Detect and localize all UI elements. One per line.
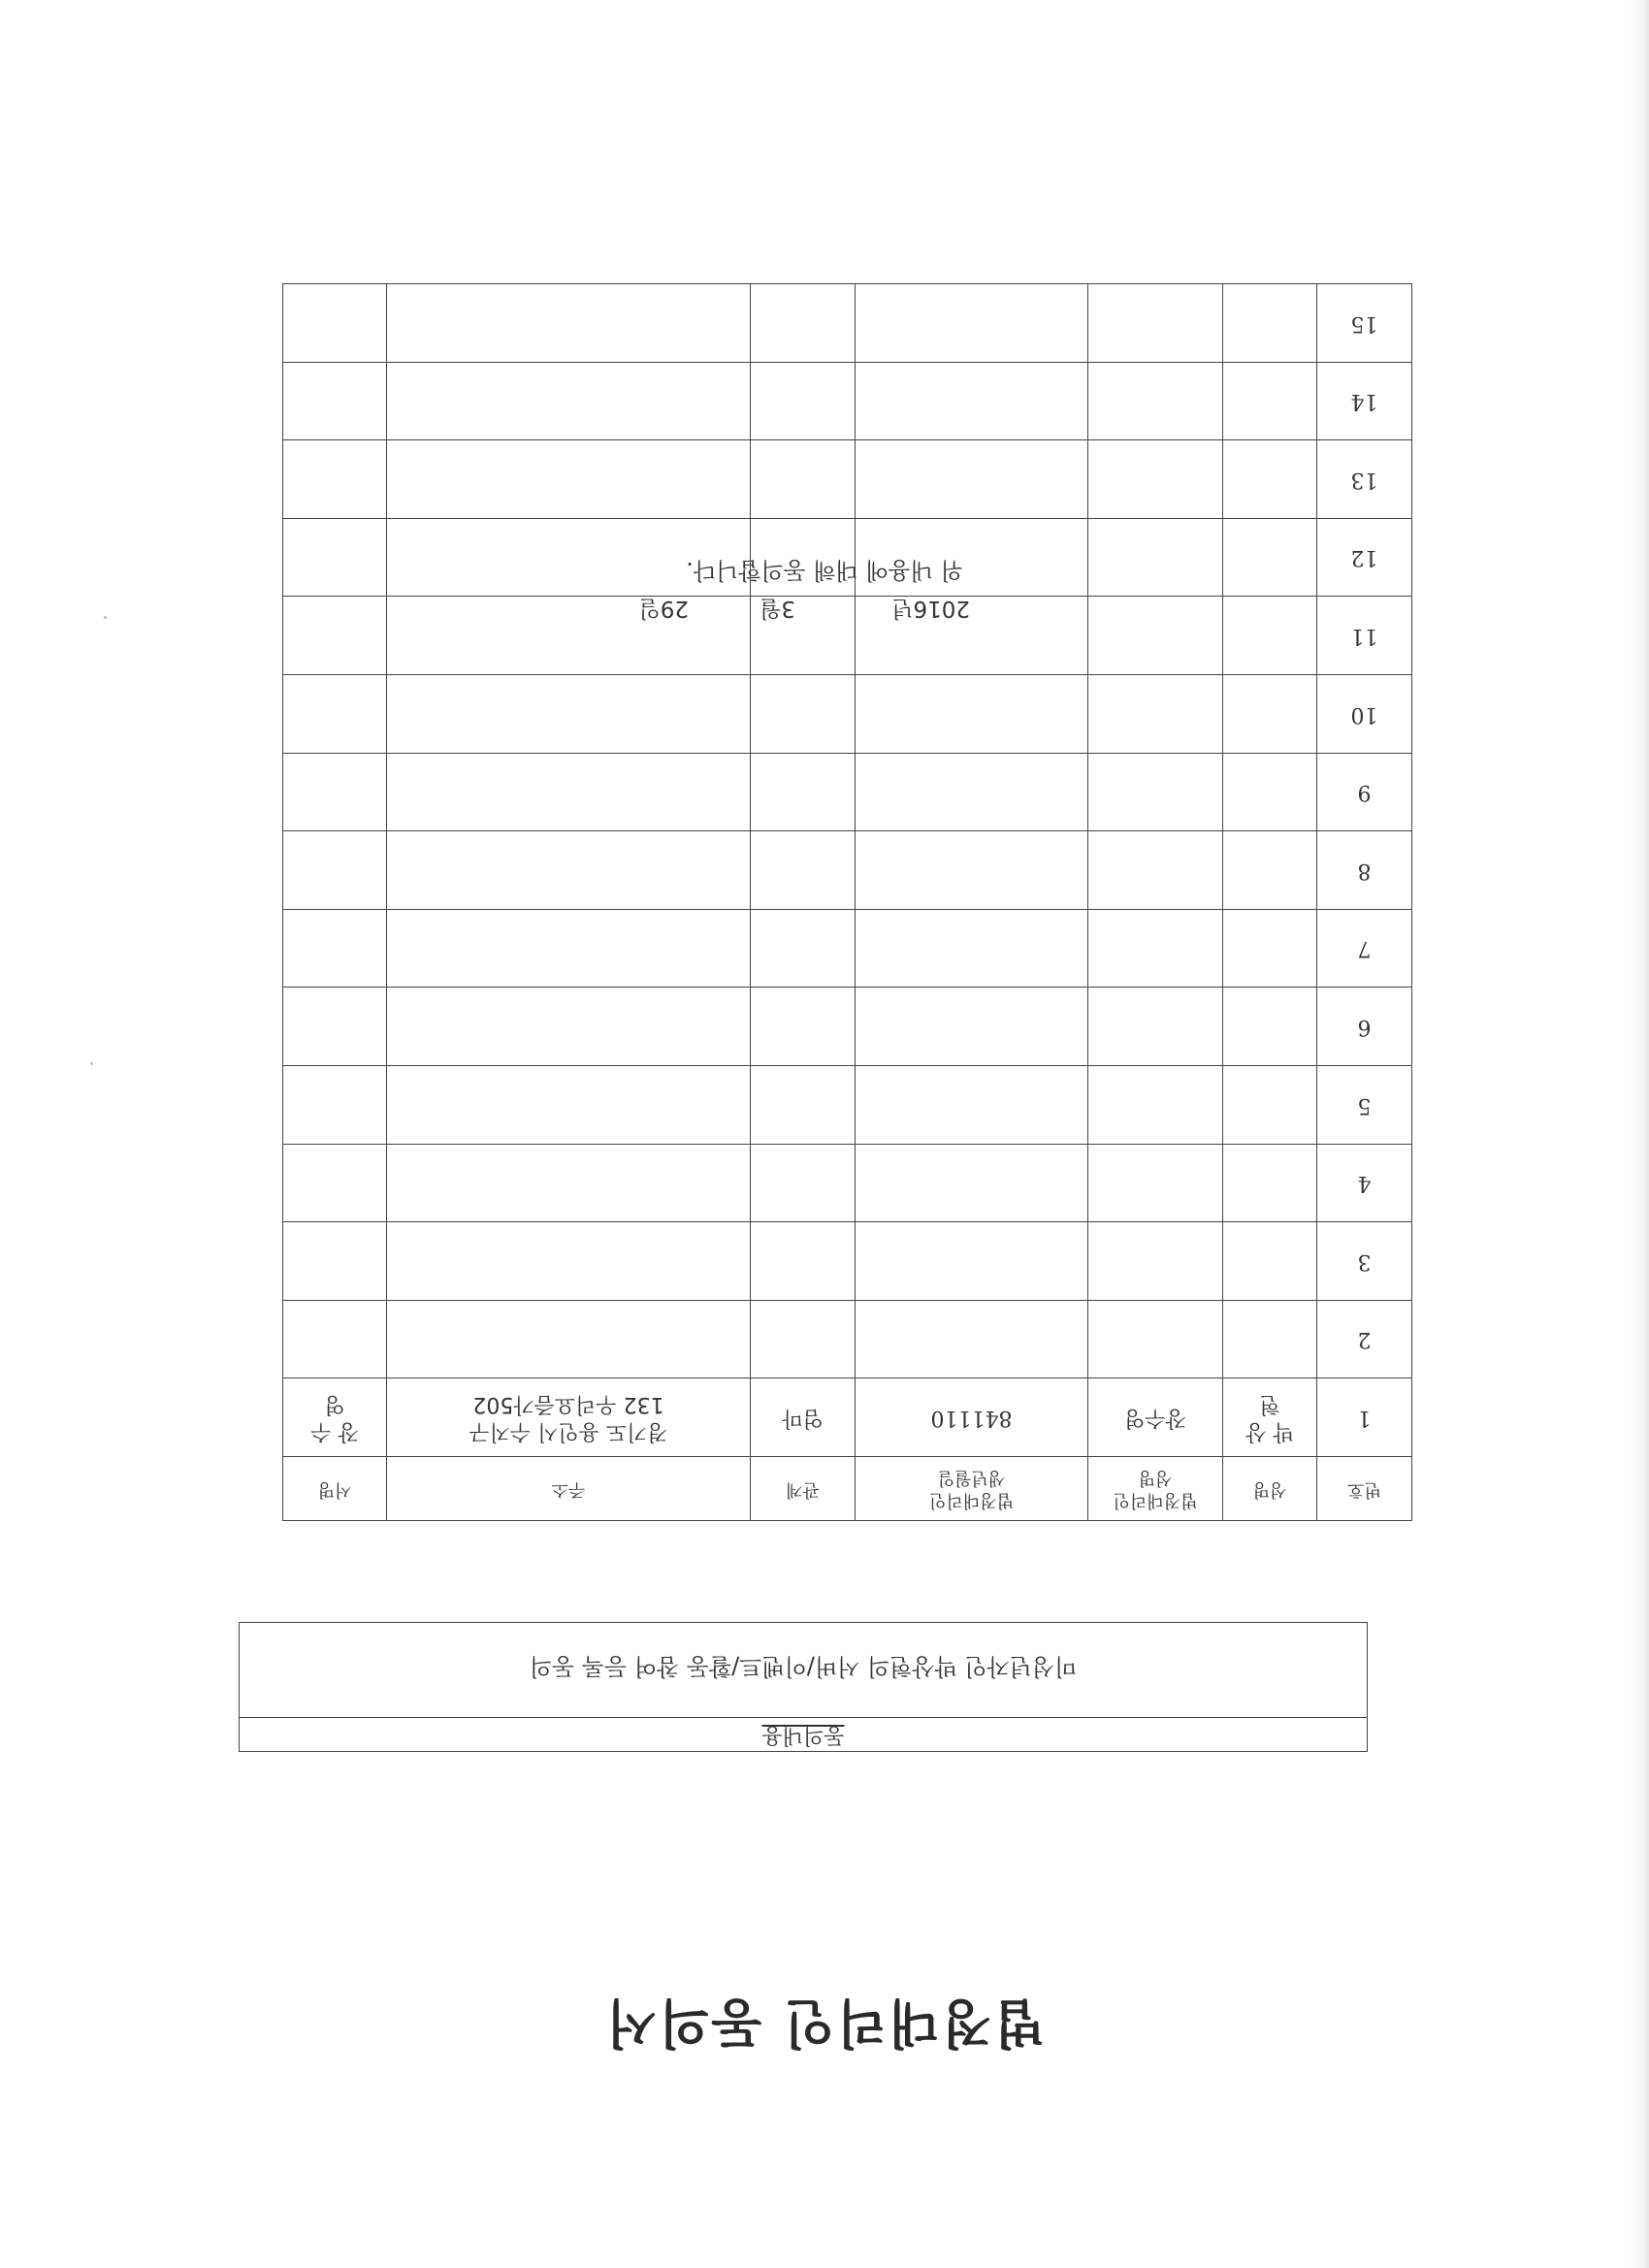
cell-guardian-birth <box>856 1300 1088 1378</box>
header-relation: 관계 <box>751 1457 856 1521</box>
cell-guardian-birth <box>856 909 1088 988</box>
cell-guardian-name <box>1088 831 1223 910</box>
cell-relation <box>751 1222 856 1301</box>
cell-address <box>387 597 751 675</box>
cell-name: 박 상 현 <box>1223 1378 1317 1457</box>
cell-no: 6 <box>1317 988 1412 1066</box>
cell-address <box>387 518 751 597</box>
table-row <box>283 909 1412 988</box>
table-row <box>283 440 1412 519</box>
cell-no: 7 <box>1317 909 1412 988</box>
guardian-table-body <box>283 284 1412 1521</box>
consent-header-label: 동의내용 <box>761 1723 845 1747</box>
cell-address <box>387 1144 751 1222</box>
cell-guardian-name <box>1088 988 1223 1066</box>
cell-guardian-birth <box>856 675 1088 754</box>
cell-address <box>387 675 751 754</box>
cell-signature <box>283 675 387 754</box>
consent-text: 미성년자인 박상현의 서버/이벤트/활동 참여 등록 동의 <box>529 1653 1078 1681</box>
cell-signature <box>283 831 387 910</box>
scan-speck <box>90 1062 93 1065</box>
table-row <box>283 362 1412 440</box>
table-row <box>283 597 1412 675</box>
cell-relation <box>751 1066 856 1145</box>
table-row <box>283 1300 1412 1378</box>
cell-signature <box>283 1144 387 1222</box>
cell-guardian-birth <box>856 831 1088 910</box>
cell-guardian-name <box>1088 362 1223 440</box>
cell-address <box>387 362 751 440</box>
date-year: 2016년 <box>891 596 970 621</box>
cell-signature <box>283 988 387 1066</box>
cell-name <box>1223 597 1317 675</box>
cell-relation <box>751 753 856 831</box>
cell-relation <box>751 675 856 754</box>
cell-name <box>1223 1144 1317 1222</box>
cell-relation <box>751 988 856 1066</box>
cell-signature <box>283 284 387 363</box>
cell-no: 10 <box>1317 675 1412 754</box>
cell-name <box>1223 909 1317 988</box>
header-guardian-name: 법정대리인 성명 <box>1088 1457 1223 1521</box>
table-row <box>283 831 1412 910</box>
cell-address <box>387 909 751 988</box>
cell-no: 4 <box>1317 1144 1412 1222</box>
cell-name <box>1223 284 1317 363</box>
date-month: 3월 <box>760 596 795 621</box>
header-signature: 서명 <box>283 1457 387 1521</box>
cell-guardian-birth <box>856 1144 1088 1222</box>
cell-address <box>387 831 751 910</box>
cell-no: 14 <box>1317 362 1412 440</box>
cell-guardian-birth <box>856 284 1088 363</box>
table-row <box>283 675 1412 754</box>
cell-no: 12 <box>1317 518 1412 597</box>
cell-signature <box>283 440 387 519</box>
cell-guardian-name <box>1088 1222 1223 1301</box>
cell-relation <box>751 518 856 597</box>
table-row <box>283 284 1412 363</box>
table-row <box>283 753 1412 831</box>
cell-signature <box>283 518 387 597</box>
cell-address <box>387 753 751 831</box>
cell-name <box>1223 1300 1317 1378</box>
cell-name <box>1223 831 1317 910</box>
cell-guardian-name <box>1088 1066 1223 1145</box>
cell-name <box>1223 518 1317 597</box>
cell-signature: 장 수 영 <box>283 1378 387 1457</box>
cell-relation <box>751 440 856 519</box>
date-day: 29일 <box>638 596 689 621</box>
cell-no: 1 <box>1317 1378 1412 1457</box>
cell-relation <box>751 909 856 988</box>
cell-relation: 엄마 <box>751 1378 856 1457</box>
cell-address <box>387 1300 751 1378</box>
header-no: 번호 <box>1317 1457 1412 1521</box>
cell-signature <box>283 1300 387 1378</box>
cell-signature <box>283 909 387 988</box>
cell-guardian-name <box>1088 597 1223 675</box>
cell-signature <box>283 1222 387 1301</box>
cell-address: 경기도 용인시 수지구 132 우리요즘가502 <box>387 1378 751 1457</box>
cell-address <box>387 1222 751 1301</box>
cell-name <box>1223 1066 1317 1145</box>
table-row <box>283 518 1412 597</box>
table-row <box>283 1222 1412 1301</box>
cell-relation <box>751 362 856 440</box>
cell-guardian-birth <box>856 597 1088 675</box>
cell-guardian-name <box>1088 675 1223 754</box>
scan-speck <box>104 616 107 619</box>
table-row <box>283 988 1412 1066</box>
cell-address <box>387 988 751 1066</box>
guardian-table <box>282 283 1412 1521</box>
table-row <box>283 1066 1412 1145</box>
cell-guardian-name <box>1088 1300 1223 1378</box>
table-row <box>283 1144 1412 1222</box>
cell-guardian-name <box>1088 284 1223 363</box>
consent-header <box>240 1717 1367 1751</box>
document-title: 법정대리인 동의서 <box>603 1993 1046 2054</box>
cell-name <box>1223 753 1317 831</box>
cell-guardian-name <box>1088 440 1223 519</box>
cell-guardian-name <box>1088 1144 1223 1222</box>
cell-address <box>387 440 751 519</box>
cell-signature <box>283 1066 387 1145</box>
cell-no: 8 <box>1317 831 1412 910</box>
cell-guardian-name: 장수영 <box>1088 1378 1223 1457</box>
consent-box <box>239 1622 1368 1752</box>
cell-no: 11 <box>1317 597 1412 675</box>
cell-relation <box>751 1144 856 1222</box>
header-address: 주소 <box>387 1457 751 1521</box>
cell-no: 13 <box>1317 440 1412 519</box>
cell-relation <box>751 1300 856 1378</box>
cell-guardian-name <box>1088 753 1223 831</box>
table-header-row <box>283 1457 1412 1521</box>
cell-no: 15 <box>1317 284 1412 363</box>
header-name: 성명 <box>1223 1457 1317 1521</box>
agreement-sentence: 위 내용에 대해 동의합니다. <box>686 557 963 584</box>
cell-no: 3 <box>1317 1222 1412 1301</box>
cell-name <box>1223 675 1317 754</box>
header-guardian-birth: 법정대리인 생년월일 <box>856 1457 1088 1521</box>
cell-no: 2 <box>1317 1300 1412 1378</box>
cell-guardian-birth: 841110 <box>856 1378 1088 1457</box>
cell-guardian-name <box>1088 909 1223 988</box>
cell-address <box>387 284 751 363</box>
cell-no: 5 <box>1317 1066 1412 1145</box>
cell-guardian-birth <box>856 988 1088 1066</box>
cell-guardian-birth <box>856 1222 1088 1301</box>
cell-guardian-birth <box>856 518 1088 597</box>
cell-no: 9 <box>1317 753 1412 831</box>
table-row <box>283 1378 1412 1457</box>
cell-signature <box>283 597 387 675</box>
cell-signature <box>283 362 387 440</box>
cell-relation <box>751 831 856 910</box>
cell-guardian-birth <box>856 362 1088 440</box>
cell-guardian-birth <box>856 440 1088 519</box>
cell-address <box>387 1066 751 1145</box>
cell-guardian-birth <box>856 753 1088 831</box>
cell-relation <box>751 284 856 363</box>
cell-guardian-name <box>1088 518 1223 597</box>
cell-name <box>1223 1222 1317 1301</box>
cell-guardian-birth <box>856 1066 1088 1145</box>
cell-name <box>1223 362 1317 440</box>
cell-name <box>1223 988 1317 1066</box>
cell-name <box>1223 440 1317 519</box>
cell-signature <box>283 753 387 831</box>
cell-relation <box>751 597 856 675</box>
